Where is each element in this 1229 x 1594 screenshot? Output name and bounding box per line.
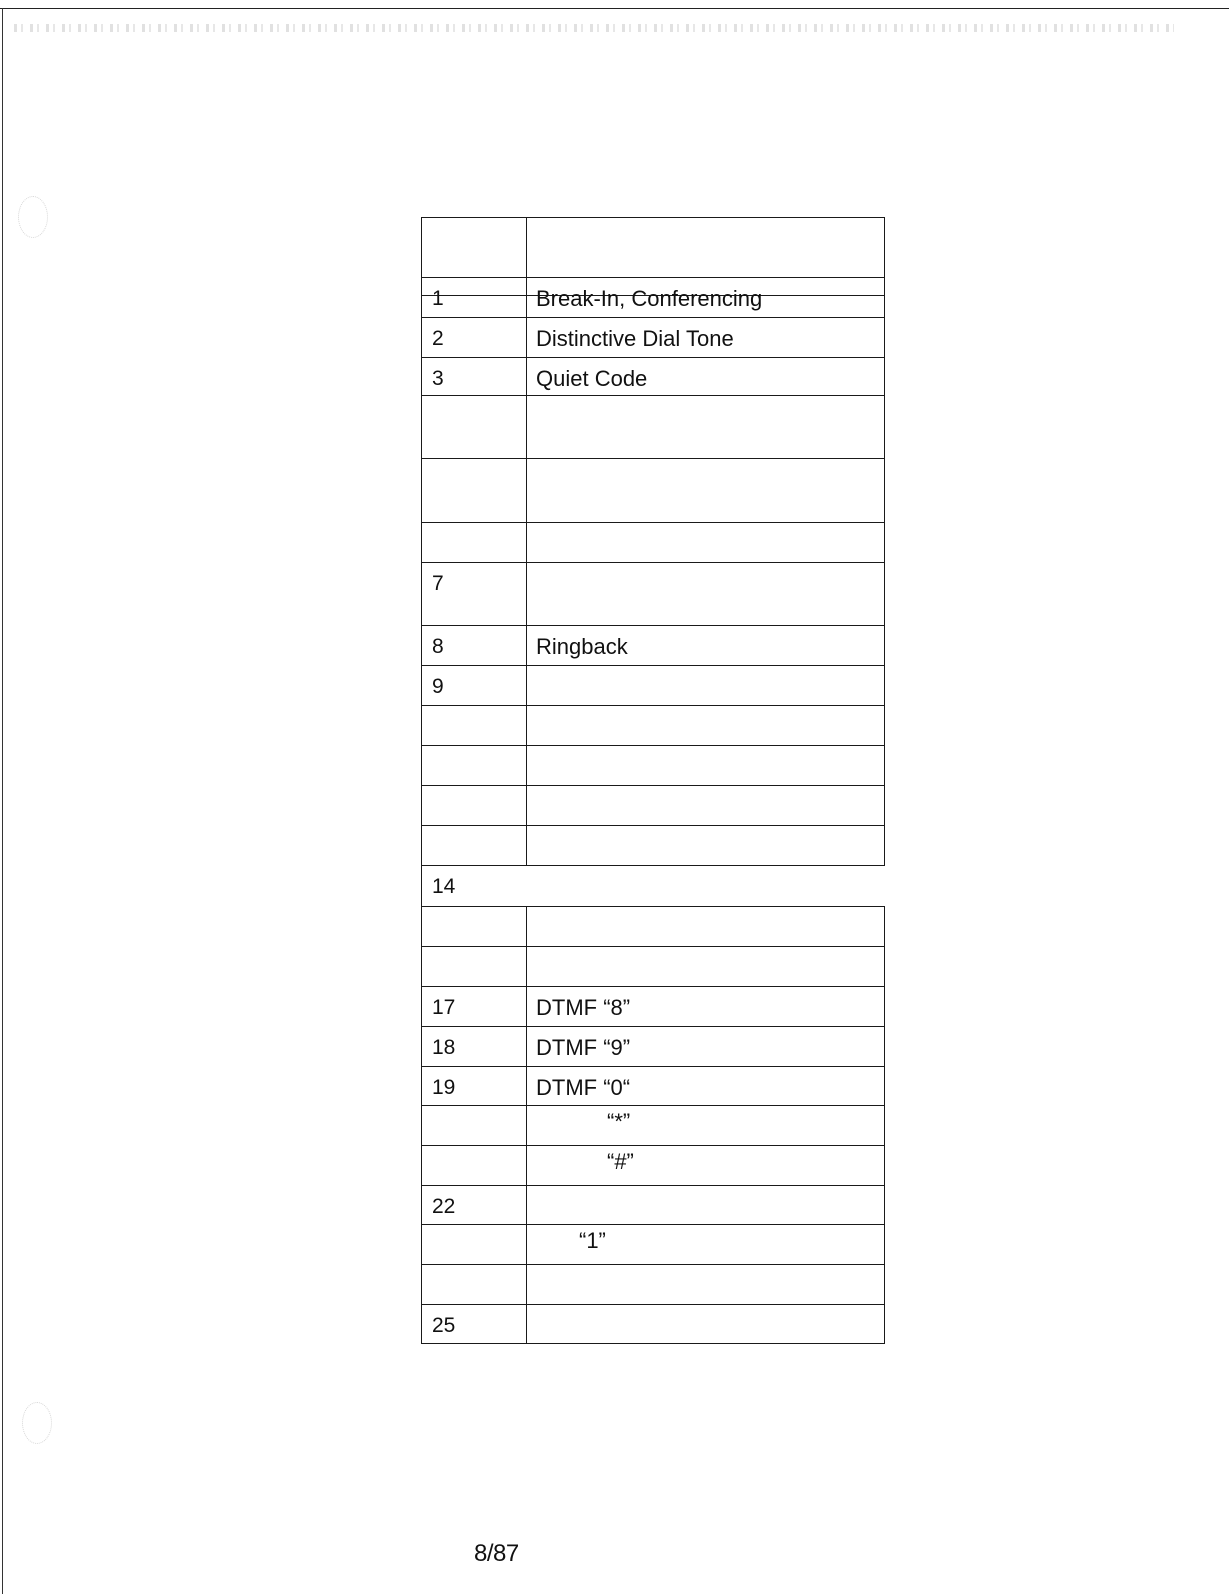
row-number: 19 bbox=[432, 1076, 456, 1099]
table-row bbox=[421, 1265, 885, 1305]
row-description: Quiet Code bbox=[536, 366, 648, 391]
description-cell bbox=[527, 786, 885, 825]
description-cell bbox=[527, 1146, 885, 1185]
number-cell bbox=[421, 666, 527, 705]
number-cell bbox=[421, 1067, 527, 1105]
row-description: “#” bbox=[607, 1149, 634, 1174]
description-cell bbox=[527, 746, 885, 785]
row-number: 9 bbox=[432, 675, 444, 698]
page-code: 8/87 bbox=[474, 1540, 519, 1567]
table-row bbox=[421, 826, 885, 866]
number-cell bbox=[421, 318, 527, 357]
header-number-cell bbox=[421, 217, 527, 277]
number-cell bbox=[421, 987, 527, 1026]
row-number: 22 bbox=[432, 1195, 456, 1218]
table-row bbox=[421, 459, 885, 523]
description-cell bbox=[527, 278, 885, 317]
description-cell bbox=[527, 666, 885, 705]
description-cell bbox=[527, 358, 885, 395]
number-cell bbox=[421, 1265, 527, 1304]
description-cell bbox=[527, 907, 885, 946]
page-left-rule bbox=[2, 8, 3, 1594]
table-row bbox=[421, 626, 885, 666]
row-description: DTMF “9” bbox=[536, 1035, 631, 1060]
number-cell bbox=[421, 396, 527, 458]
table-row bbox=[421, 396, 885, 459]
table-row bbox=[421, 947, 885, 987]
table-row bbox=[421, 318, 885, 358]
table-row bbox=[421, 786, 885, 826]
description-cell bbox=[527, 523, 885, 562]
description-cell bbox=[527, 1265, 885, 1304]
description-cell bbox=[527, 626, 885, 665]
number-cell bbox=[421, 1225, 527, 1264]
number-cell bbox=[421, 1146, 527, 1185]
table-row bbox=[421, 1106, 885, 1146]
row-number: 7 bbox=[432, 572, 444, 595]
number-cell bbox=[421, 746, 527, 785]
row-description: “1” bbox=[579, 1228, 606, 1253]
number-cell bbox=[421, 523, 527, 562]
row-number: 18 bbox=[432, 1036, 456, 1059]
number-cell bbox=[421, 563, 527, 625]
description-cell bbox=[527, 318, 885, 357]
row-description: DTMF “0“ bbox=[536, 1075, 631, 1100]
table-row bbox=[421, 1305, 885, 1344]
row-description: Break-In, Conferencing bbox=[536, 286, 763, 311]
table-row bbox=[421, 907, 885, 947]
description-cell bbox=[527, 1067, 885, 1105]
number-cell bbox=[421, 1027, 527, 1066]
punch-hole-mark bbox=[22, 1402, 52, 1444]
row-description: DTMF “8” bbox=[536, 995, 631, 1020]
description-cell bbox=[527, 1027, 885, 1066]
row-description: Ringback bbox=[536, 634, 628, 659]
table-row bbox=[421, 563, 885, 626]
number-cell bbox=[421, 826, 527, 865]
scan-noise-strip bbox=[14, 24, 1174, 32]
row-number: 1 bbox=[432, 287, 444, 310]
row-number: 17 bbox=[432, 996, 456, 1019]
table-row bbox=[421, 523, 885, 563]
row-number: 2 bbox=[432, 327, 444, 350]
table-row bbox=[421, 1186, 885, 1225]
description-cell bbox=[527, 947, 885, 986]
number-cell bbox=[421, 1305, 527, 1343]
description-cell bbox=[527, 987, 885, 1026]
number-cell bbox=[421, 358, 527, 395]
description-cell bbox=[527, 1225, 885, 1264]
table-row bbox=[421, 706, 885, 746]
punch-hole-mark bbox=[18, 196, 48, 238]
number-cell bbox=[421, 1186, 527, 1224]
description-cell bbox=[527, 1305, 885, 1343]
row-description: “*” bbox=[607, 1109, 631, 1134]
description-cell bbox=[527, 396, 885, 458]
table-row bbox=[421, 358, 885, 396]
number-cell bbox=[421, 706, 527, 745]
description-cell bbox=[527, 1186, 885, 1224]
table-row bbox=[421, 987, 885, 1027]
table-row bbox=[421, 1225, 885, 1265]
row-number: 14 bbox=[432, 875, 456, 898]
description-cell bbox=[527, 459, 885, 522]
description-cell bbox=[527, 866, 885, 906]
number-cell bbox=[421, 786, 527, 825]
table-row bbox=[421, 866, 885, 907]
row-number: 3 bbox=[432, 367, 444, 390]
table-row bbox=[421, 746, 885, 786]
description-cell bbox=[527, 826, 885, 865]
table-row bbox=[421, 278, 885, 318]
number-cell bbox=[421, 947, 527, 986]
number-cell bbox=[421, 278, 527, 317]
number-cell bbox=[421, 1106, 527, 1145]
table-header-row bbox=[421, 217, 885, 278]
table-row bbox=[421, 1067, 885, 1106]
page-top-rule bbox=[0, 8, 1229, 9]
row-number: 8 bbox=[432, 635, 444, 658]
description-cell bbox=[527, 706, 885, 745]
table-row bbox=[421, 666, 885, 706]
description-cell bbox=[527, 1106, 885, 1145]
table-row bbox=[421, 1027, 885, 1067]
header-description-cell bbox=[527, 217, 885, 277]
number-cell bbox=[421, 626, 527, 665]
table-row bbox=[421, 1146, 885, 1186]
number-cell bbox=[421, 907, 527, 946]
number-cell bbox=[421, 866, 527, 906]
row-number: 25 bbox=[432, 1314, 456, 1337]
number-cell bbox=[421, 459, 527, 522]
description-cell bbox=[527, 563, 885, 625]
row-description: Distinctive Dial Tone bbox=[536, 326, 734, 351]
